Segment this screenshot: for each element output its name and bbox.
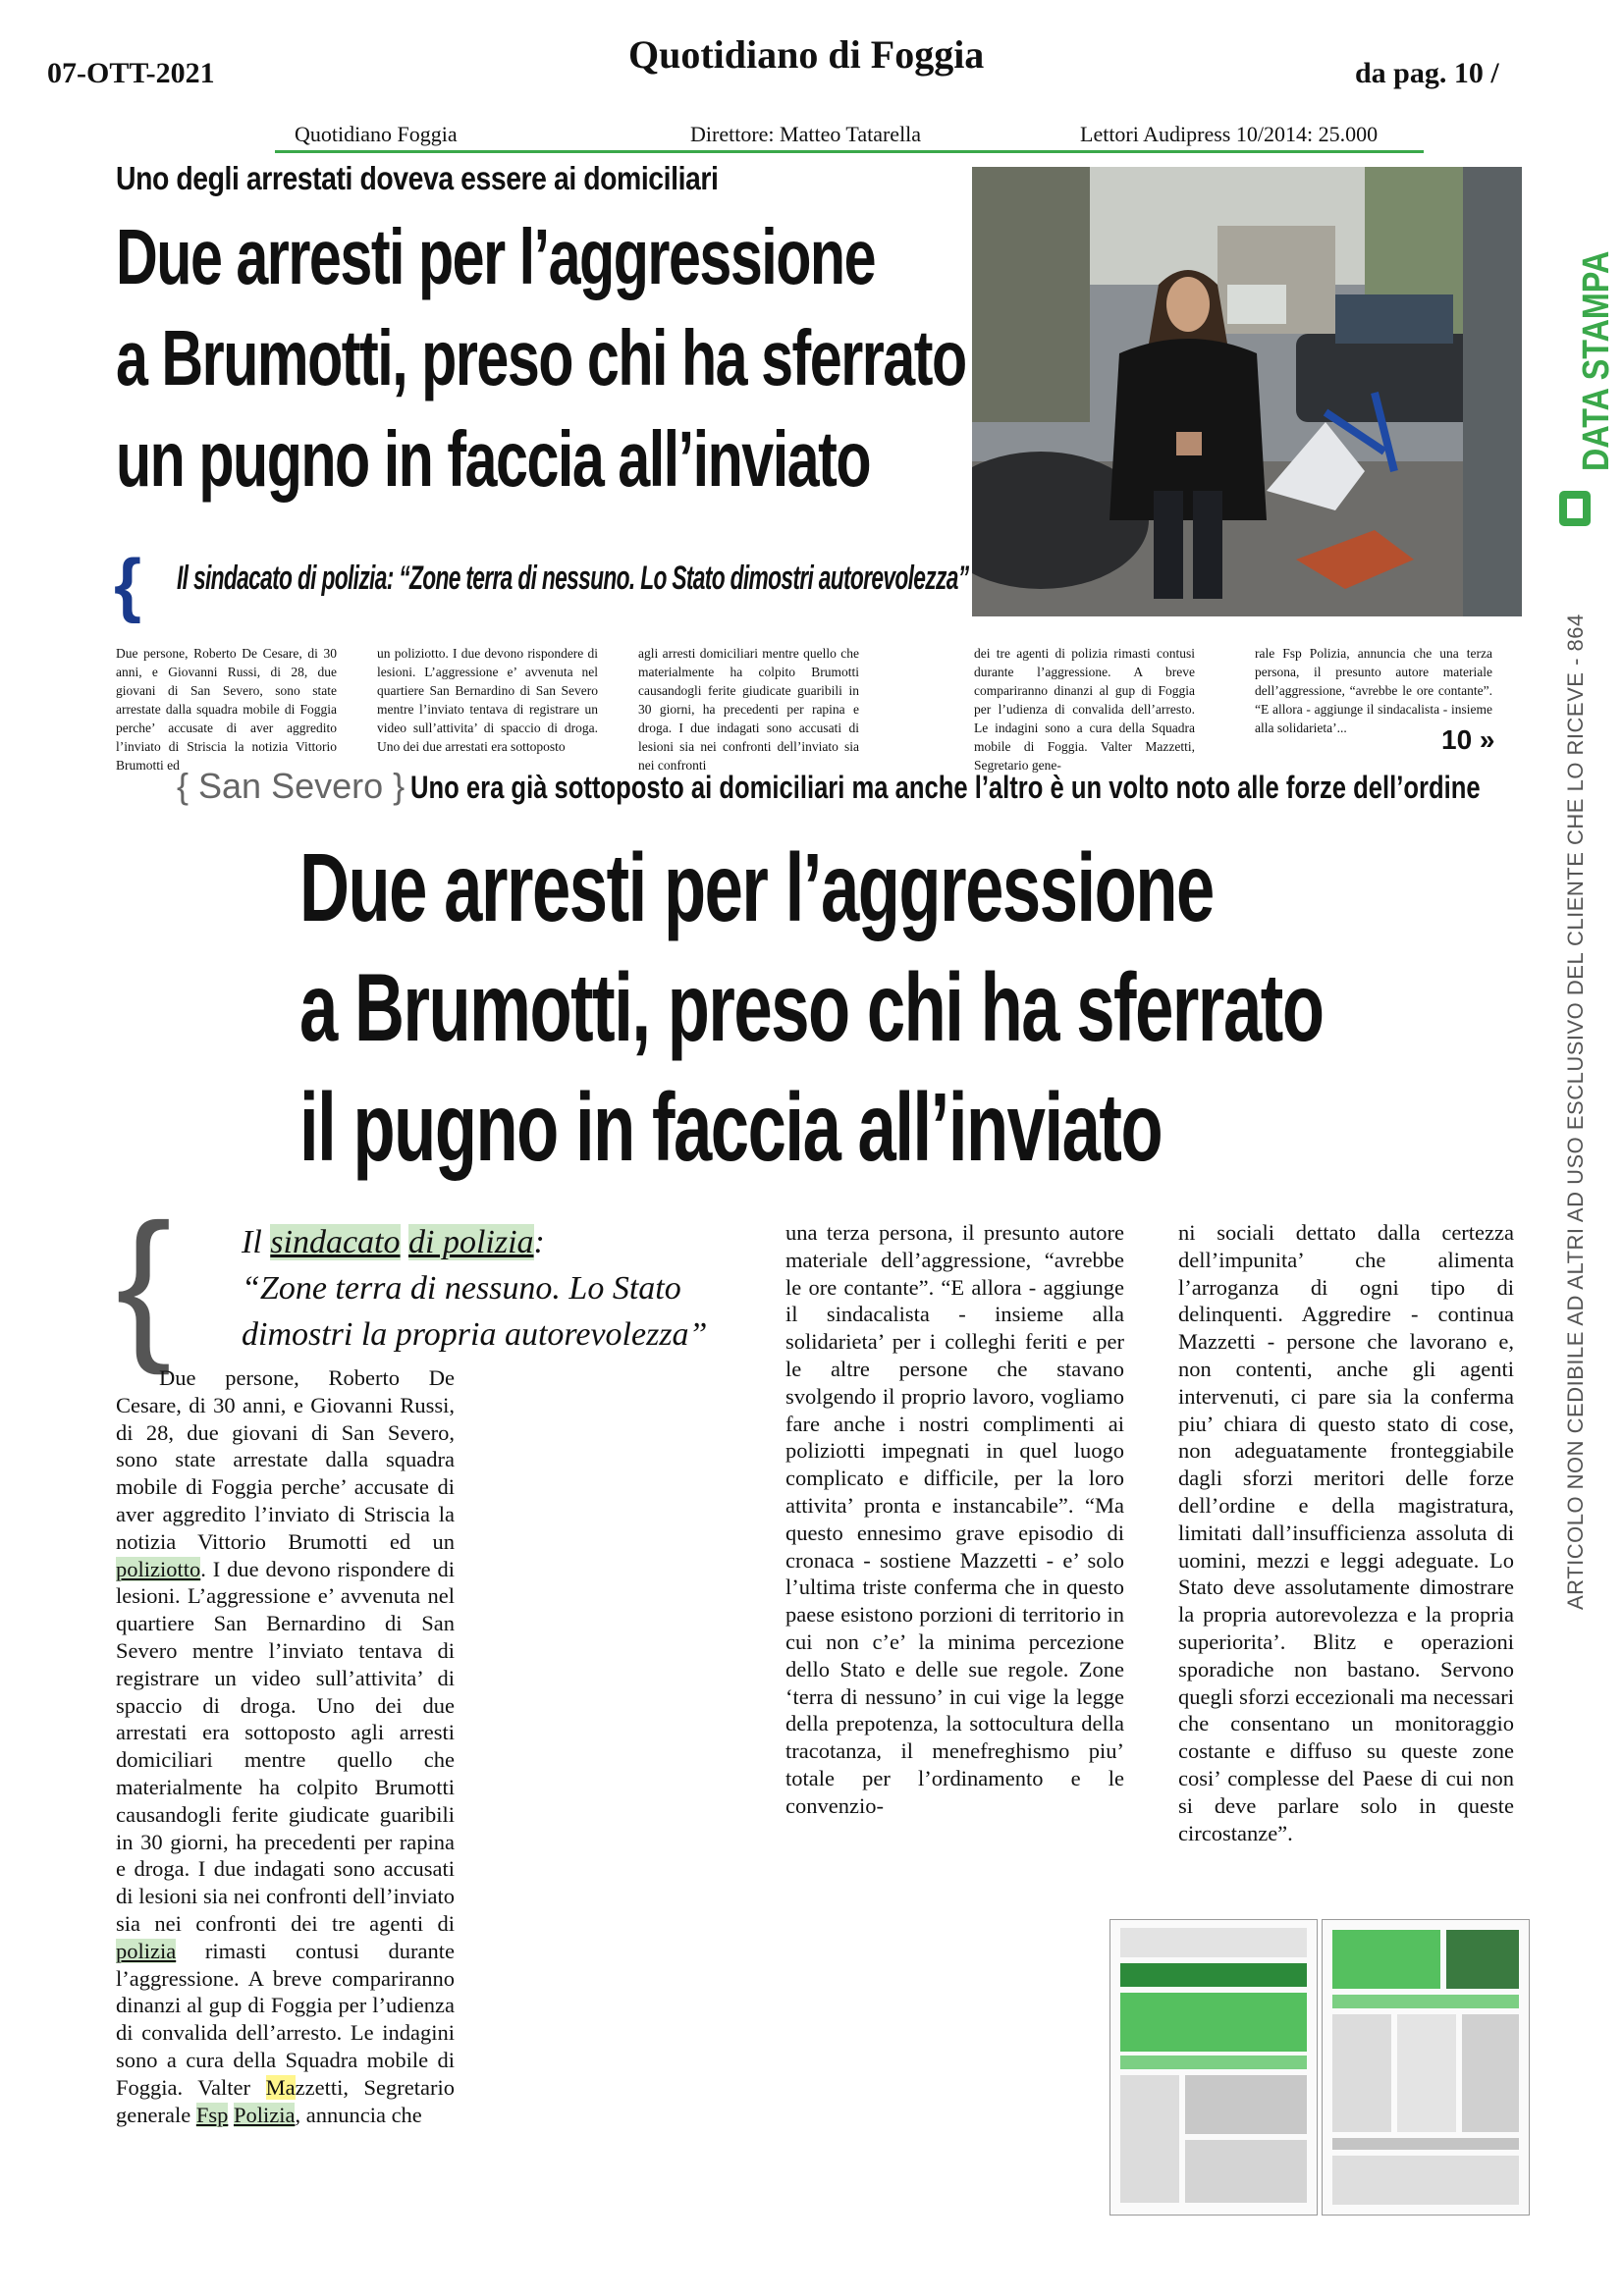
subtitle-text: : bbox=[533, 1224, 545, 1260]
body-text: , annuncia che bbox=[295, 2102, 422, 2127]
top-column-3: agli arresti domiciliari mentre quello che materialmente ha colpito Brumotti causandogli ferite giudicate guaribili in 30 giorni, ha precedenti per rapina e droga. I due indagati sono accusati di lesioni sia nei confronti dell’inviato sia nei confronti bbox=[638, 646, 859, 773]
highlight-term: Polizia bbox=[233, 2102, 296, 2127]
top-column-4: dei tre agenti di polizia rimasti contusi durante l’aggressione. A breve compariranno dinanzi al gup di Foggia per l’udienza di convalida dell’arresto. Le indagini sono a cura della Squadra mobile di Foggia. Valter Mazzetti, Segretario gene- bbox=[974, 646, 1195, 773]
copyright-notice: ARTICOLO NON CEDIBILE AD ALTRI AD USO ESCLUSIVO DEL CLIENTE CHE LO RICEVE - 864 bbox=[1563, 614, 1588, 1610]
body-text: zzetti, Segretario generale bbox=[116, 2074, 455, 2127]
data-stampa-logo-icon bbox=[1557, 489, 1593, 528]
top-headline-line: un pugno in faccia all’inviato bbox=[116, 415, 871, 503]
highlight-term: polizia bbox=[116, 1938, 177, 1963]
subtitle-text: Il bbox=[242, 1224, 262, 1260]
subtitle-brace: { bbox=[114, 546, 142, 624]
subtitle-text: “Zone terra di nessuno. Lo Stato dimostri la propria autorevolezza” bbox=[242, 1270, 708, 1353]
top-subtitle: Il sindacato di polizia: “Zone terra di nessuno. Lo Stato dimostri autorevolezza” bbox=[177, 560, 969, 597]
top-column-5: rale Fsp Polizia, annuncia che una terza persona, il presunto autore materiale dell’aggressione, “avrebbe le ore contante”. “E allora - aggiunge il sindacalista - insieme alla solidarieta’... bbox=[1255, 646, 1492, 735]
readership-line: Lettori Audipress 10/2014: 25.000 bbox=[1080, 122, 1379, 146]
top-kicker: Uno degli arrestati doveva essere ai domiciliari bbox=[116, 160, 719, 196]
main-headline-line: Due arresti per l’aggressione bbox=[299, 833, 1214, 941]
masthead-name: Quotidiano Foggia bbox=[295, 122, 458, 146]
top-headline bbox=[116, 206, 966, 509]
main-column-1 bbox=[116, 1364, 455, 2128]
top-column-1: Due persone, Roberto De Cesare, di 30 anni, e Giovanni Russi, di 28, due giovani di San Severo, sono state arrestate dalla squadra mobile di Foggia perche’ accusate di aver aggredito l’inviato di Striscia la notizia Vittorio Brumotti ed bbox=[116, 646, 337, 773]
section-label: { San Severo } bbox=[177, 766, 406, 806]
page-reference: da pag. 10 / bbox=[1355, 57, 1499, 89]
continue-marker: 10 » bbox=[1441, 724, 1495, 755]
highlight-term: Ma bbox=[265, 2074, 296, 2100]
article-photo bbox=[972, 167, 1522, 616]
main-column-3: ni sociali dettato dalla certezza dell’impunita’ che alimenta l’arroganza di ogni tipo di delinquenti. Aggredire - continua Mazzetti - persone che lavorano e, non contenti, anche gli agenti intervenuti, ci pare sia la conferma piu’ chiara di questo stato di cose, non adeguatamente fronteggiabile dagli sforzi meritori delle forze dell’ordine e della magistratura, limitati dall’insufficienza assoluta di uomini, mezzi e leggi adeguate. Lo Stato deve assolutamente dimostrare la propria autorevolezza e la propria superiorita’. Blitz e operazioni sporadiche non bastano. Servono quegli sforzi eccezionali ma necessari che consentano un monitoraggio costante e diffuso su queste zone cosi’ complesse del Paese di cui non si deve parlare solo in queste circostanze”. bbox=[1178, 1220, 1514, 1845]
body-text: . I due devono rispondere di lesioni. L’aggressione e’ avvenuta nel quartiere San Bernardino di San Severo mentre l’inviato tentava di registrare un video sull’attivita’ di spaccio di droga. Uno dei due arrestati era sottoposto agli arresti domiciliari mentre quello che materialmente ha colpito Brumotti causandogli ferite giudicate guaribili in 30 giorni, ha precedenti per rapina e droga. I due indagati sono accusati di lesioni sia nei confronti dell’inviato sia nei confronti dei tre agenti di bbox=[116, 1556, 455, 1936]
body-text: rimasti contusi durante l’aggressione. A breve compariranno dinanzi al gup di Foggia per l’udienza di convalida dell’arresto. Le indagini sono a cura della Squadra mobile di Foggia. Valter bbox=[116, 1938, 456, 2100]
header-rule bbox=[275, 150, 1424, 153]
main-headline-line: a Brumotti, preso chi ha sferrato bbox=[299, 953, 1324, 1061]
photo-illustration bbox=[972, 167, 1522, 616]
section-strap: Uno era già sottoposto ai domiciliari ma anche l’altro è un volto noto alle forze dell’ordine bbox=[410, 770, 1481, 805]
top-headline-line: a Brumotti, preso chi ha sferrato bbox=[116, 314, 966, 401]
main-subtitle-brace: { bbox=[116, 1190, 172, 1376]
page-thumbnail-1 bbox=[1109, 1919, 1318, 2216]
highlight-term: sindacato bbox=[270, 1224, 401, 1260]
main-headline bbox=[299, 828, 1323, 1187]
main-column-2: una terza persona, il presunto autore materiale dell’aggressione, “avrebbe le ore contante”. “E allora - aggiunge il sindacalista - insieme alla solidarieta’ per i colleghi feriti e per le altre persone che stavano svolgendo il proprio lavoro, vogliamo fare anche i nostri complimenti ai poliziotti impegnati in quel luogo complicato e difficile, per la loro attivita’ pronta e instancabile”. “Ma questo ennesimo grave episodio di cronaca - sostiene Mazzetti - e’ solo l’ultima triste conferma che in questo paese esistono porzioni di territorio in cui non c’e’ la minima percezione dello Stato e delle sue regole. Zone ‘terra di nessuno’ in cui vige la legge della prepotenza, la sottocultura della tracotanza, il menefreghismo piu’ totale per l’ordinamento e le convenzio- bbox=[785, 1220, 1124, 1818]
main-subtitle bbox=[242, 1219, 752, 1358]
top-headline-line: Due arresti per l’aggressione bbox=[116, 213, 876, 300]
highlight-term: di polizia bbox=[408, 1224, 534, 1260]
highlight-term: poliziotto bbox=[116, 1556, 201, 1581]
body-text: Due persone, Roberto De Cesare, di 30 anni, e Giovanni Russi, di 28, due giovani di San Severo, sono state arrestate dalla squadra mobile di Foggia perche’ accusate di aver aggredito l’inviato di Striscia la notizia Vittorio Brumotti ed un bbox=[116, 1365, 455, 1554]
data-stampa-brand: DATA STAMPA bbox=[1576, 250, 1617, 471]
newspaper-name: Quotidiano di Foggia bbox=[628, 32, 985, 77]
editor-line: Direttore: Matteo Tatarella bbox=[690, 122, 922, 146]
clipping-date: 07-OTT-2021 bbox=[47, 57, 215, 89]
main-headline-line: il pugno in faccia all’inviato bbox=[299, 1073, 1163, 1181]
page-thumbnail-2 bbox=[1322, 1919, 1530, 2216]
top-column-2: un poliziotto. I due devono rispondere di lesioni. L’aggressione e’ avvenuta nel quartiere San Bernardino di San Severo mentre l’inviato tentava di registrare un video sull’attivita’ di spaccio di droga. Uno dei due arrestati era sottoposto bbox=[377, 646, 598, 754]
highlight-term: Fsp bbox=[195, 2102, 229, 2127]
